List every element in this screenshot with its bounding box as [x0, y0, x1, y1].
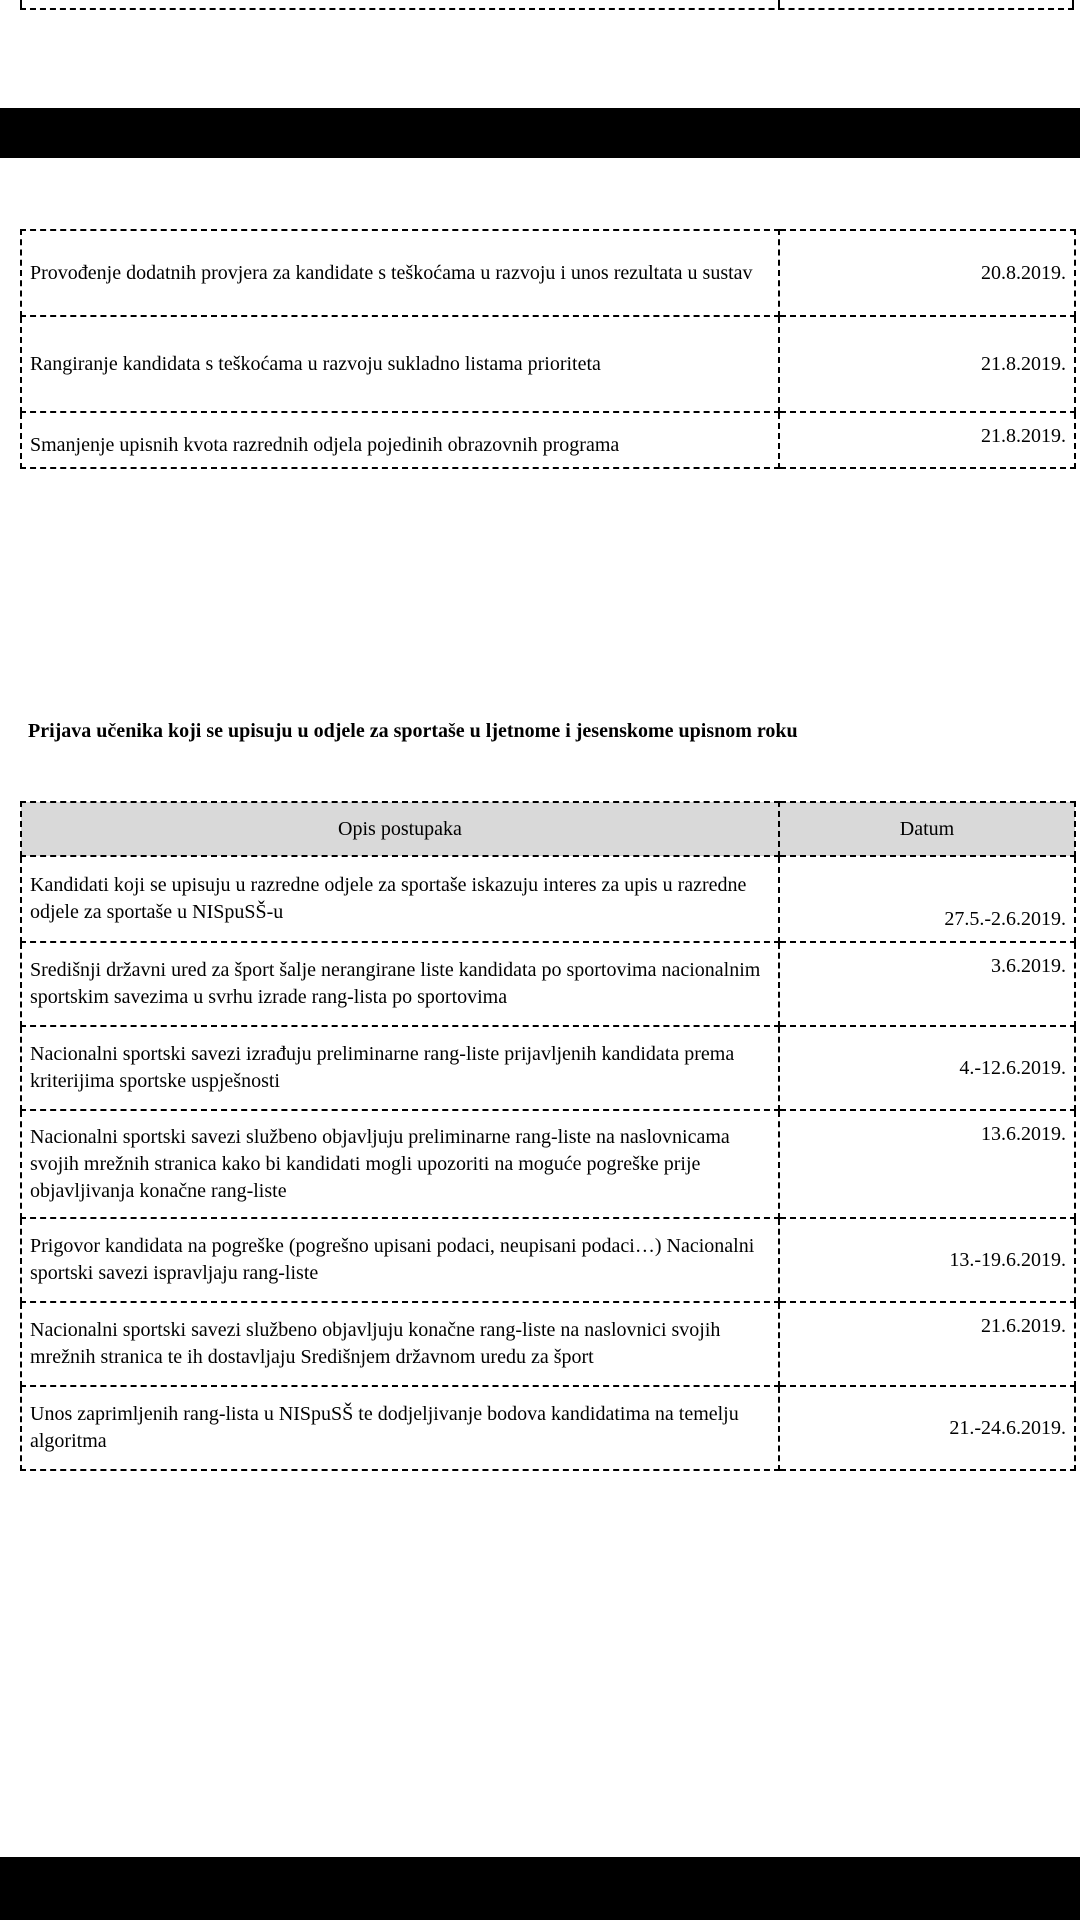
row-date: 21.8.2019. — [779, 412, 1075, 468]
row-date: 13.6.2019. — [779, 1110, 1075, 1218]
row-date: 13.-19.6.2019. — [779, 1218, 1075, 1302]
row-description: Smanjenje upisnih kvota razrednih odjela pojedinih obrazovnih programa — [21, 412, 779, 468]
row-description: Unos zaprimljenih rang-lista u NISpuSŠ te dodjeljivanje bodova kandidatima na temelju algoritma — [21, 1386, 779, 1470]
row-date: 27.5.-2.6.2019. — [779, 856, 1075, 942]
previous-table-fragment — [20, 0, 1074, 10]
column-divider — [778, 0, 780, 10]
row-description: Nacionalni sportski savezi izrađuju preliminarne rang-liste prijavljenih kandidata prema kriterijima sportske uspješnosti — [21, 1026, 779, 1110]
row-date: 4.-12.6.2019. — [779, 1026, 1075, 1110]
row-description: Provođenje dodatnih provjera za kandidate s teškoćama u razvoju i unos rezultata u sustav — [21, 230, 779, 316]
section-heading: Prijava učenika koji se upisuju u odjele za sportaše u ljetnome i jesenskome upisnom roku — [28, 720, 798, 742]
table-row — [21, 316, 1075, 412]
row-description: Nacionalni sportski savezi službeno objavljuju konačne rang-liste na naslovnici svojih mrežnih stranica te ih dostavljaju Središnjem državnom uredu za šport — [21, 1302, 779, 1386]
table-row — [21, 1386, 1075, 1470]
table-row — [21, 1110, 1075, 1218]
table-row — [21, 856, 1075, 942]
top-black-bar — [0, 108, 1080, 158]
schedule-table-2 — [20, 801, 1076, 1471]
row-date: 21.-24.6.2019. — [779, 1386, 1075, 1470]
row-description: Kandidati koji se upisuju u razredne odjele za sportaše iskazuju interes za upis u razredne odjele za sportaše u NISpuSŠ-u — [21, 856, 779, 942]
row-description: Središnji državni ured za šport šalje nerangirane liste kandidata po sportovima nacionalnim sportskim savezima u svrhu izrade rang-lista po sportovima — [21, 942, 779, 1026]
row-date: 20.8.2019. — [779, 230, 1075, 316]
column-header-description: Opis postupaka — [21, 802, 779, 856]
table-row — [21, 1218, 1075, 1302]
row-date: 21.8.2019. — [779, 316, 1075, 412]
table-row — [21, 942, 1075, 1026]
bottom-black-bar — [0, 1857, 1080, 1920]
table-row — [21, 412, 1075, 468]
row-date: 21.6.2019. — [779, 1302, 1075, 1386]
schedule-table-1 — [20, 229, 1076, 469]
row-description: Rangiranje kandidata s teškoćama u razvoju sukladno listama prioriteta — [21, 316, 779, 412]
table-row — [21, 1026, 1075, 1110]
row-description: Nacionalni sportski savezi službeno objavljuju preliminarne rang-liste na naslovnicama svojih mrežnih stranica kako bi kandidati mogli upozoriti na moguće pogreške prije objavljivanja konačne rang-liste — [21, 1110, 779, 1218]
row-date: 3.6.2019. — [779, 942, 1075, 1026]
column-header-date: Datum — [779, 802, 1075, 856]
table-header-row — [21, 802, 1075, 856]
table-row — [21, 1302, 1075, 1386]
table-row — [21, 230, 1075, 316]
row-description: Prigovor kandidata na pogreške (pogrešno upisani podaci, neupisani podaci…) Nacionalni sportski savezi ispravljaju rang-liste — [21, 1218, 779, 1302]
